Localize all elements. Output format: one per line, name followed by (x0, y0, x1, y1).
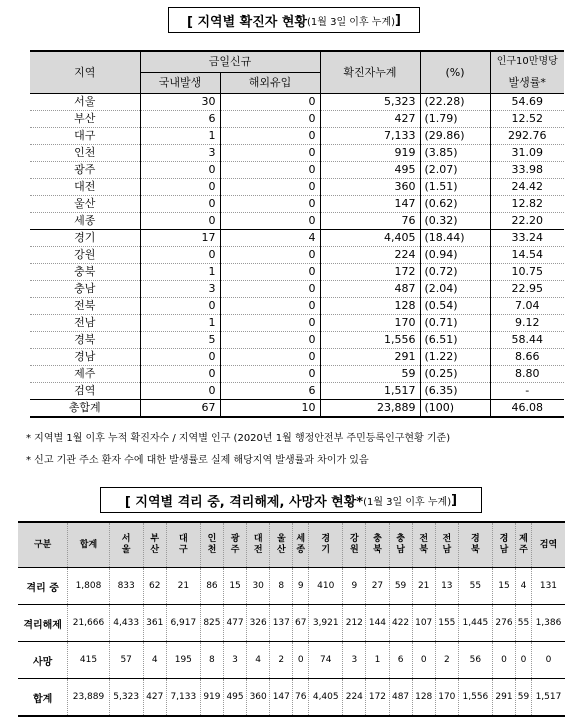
table-cell: 6 (140, 111, 220, 128)
table-cell: - (490, 383, 564, 400)
table-cell: 0 (220, 179, 320, 196)
table-cell: 0 (140, 162, 220, 179)
table-cell: 8.80 (490, 366, 564, 383)
header-label: 광주 (230, 534, 240, 555)
region-cell: 충북 (30, 264, 140, 281)
table-row (30, 247, 564, 264)
header-label: 경남 (499, 534, 509, 555)
table-cell: (1.22) (420, 349, 490, 366)
region-cell: 전북 (30, 298, 140, 315)
table-cell: 919 (320, 145, 420, 162)
table-cell: (0.72) (420, 264, 490, 281)
table-cell: (0.71) (420, 315, 490, 332)
table-cell: 0 (492, 642, 515, 679)
table-cell: 495 (320, 162, 420, 179)
table-cell: 107 (412, 605, 435, 642)
table-cell: 0 (220, 145, 320, 162)
table-cell: 5,323 (109, 679, 143, 717)
column-header (68, 522, 109, 568)
isolation-status-table (18, 521, 565, 717)
region-cell: 인천 (30, 145, 140, 162)
table-cell: 57 (109, 642, 143, 679)
table-row (30, 383, 564, 400)
table-row (30, 179, 564, 196)
region-cell: 대전 (30, 179, 140, 196)
table-cell: 21 (412, 568, 435, 605)
table-cell: (0.32) (420, 213, 490, 230)
header-label: 충북 (373, 534, 382, 555)
column-header (309, 522, 343, 568)
table-row (30, 230, 564, 247)
table-cell: 224 (320, 247, 420, 264)
table-cell: 415 (68, 642, 109, 679)
total-label: 총합계 (30, 400, 140, 418)
row-label: 합계 (18, 679, 68, 717)
table-cell: 76 (320, 213, 420, 230)
table-cell: 172 (320, 264, 420, 281)
region-cell: 세종 (30, 213, 140, 230)
table-cell: 0 (140, 196, 220, 213)
table-cell: 1 (140, 315, 220, 332)
table-cell: 0 (220, 94, 320, 111)
table-cell: 833 (109, 568, 143, 605)
table-cell: 59 (320, 366, 420, 383)
table-cell: 422 (389, 605, 412, 642)
table-cell: 13 (435, 568, 458, 605)
table-cell: (29.86) (420, 128, 490, 145)
table-cell: 0 (220, 349, 320, 366)
table-cell: 55 (458, 568, 492, 605)
table-cell: 0 (140, 179, 220, 196)
table-cell: 15 (223, 568, 246, 605)
column-header (270, 522, 293, 568)
table-cell: 6,917 (166, 605, 200, 642)
total-cell: 23,889 (320, 400, 420, 418)
table-cell: (2.04) (420, 281, 490, 298)
table-row (30, 213, 564, 230)
table-row (30, 196, 564, 213)
table-cell: 33.98 (490, 162, 564, 179)
column-header (531, 522, 565, 568)
table-cell: 128 (412, 679, 435, 717)
table-cell: 495 (223, 679, 246, 717)
column-header (516, 522, 532, 568)
title-sub: (1월 3일 이후 누계) (307, 16, 396, 28)
table-cell: 0 (140, 383, 220, 400)
column-header (293, 522, 309, 568)
table-cell: 410 (309, 568, 343, 605)
table-cell: 23,889 (68, 679, 109, 717)
region-cell: 경남 (30, 349, 140, 366)
section-title-confirmed (168, 7, 420, 33)
confirmed-by-region-table (30, 50, 564, 418)
table-cell: 427 (143, 679, 166, 717)
table-cell: 212 (343, 605, 366, 642)
table-cell: 7.04 (490, 298, 564, 315)
table-cell: 291 (492, 679, 515, 717)
table-cell: 4 (516, 568, 532, 605)
table-row (30, 332, 564, 349)
table-cell: 4,405 (320, 230, 420, 247)
table-cell: 825 (200, 605, 223, 642)
table-cell: 55 (516, 605, 532, 642)
table-cell: 155 (435, 605, 458, 642)
header-label: 충남 (396, 534, 405, 555)
column-header (143, 522, 166, 568)
table-cell: 6 (389, 642, 412, 679)
table-cell: 1,556 (458, 679, 492, 717)
table-cell: (18.44) (420, 230, 490, 247)
header-label: 강원 (349, 534, 359, 555)
table-cell: 3 (223, 642, 246, 679)
table-cell: (0.94) (420, 247, 490, 264)
table-cell: 291 (320, 349, 420, 366)
table-row (30, 298, 564, 315)
table-cell: 4 (220, 230, 320, 247)
table-cell: 0 (220, 332, 320, 349)
table-cell: 1,808 (68, 568, 109, 605)
footnotes (26, 428, 450, 472)
table-cell: 0 (531, 642, 565, 679)
table-row (18, 568, 565, 605)
table-cell: (2.07) (420, 162, 490, 179)
table-cell: 144 (366, 605, 389, 642)
table-cell: 0 (220, 111, 320, 128)
table-cell: 21,666 (68, 605, 109, 642)
header-label: 서울 (121, 534, 131, 555)
table-cell: 30 (140, 94, 220, 111)
total-cell: 67 (140, 400, 220, 418)
table-cell: 59 (389, 568, 412, 605)
table-cell: 0 (140, 247, 220, 264)
total-cell: 10 (220, 400, 320, 418)
table-cell: 0 (412, 642, 435, 679)
table-cell: 6 (220, 383, 320, 400)
column-header (18, 522, 68, 568)
table-cell: 1,445 (458, 605, 492, 642)
table-cell: 5 (140, 332, 220, 349)
column-header (247, 522, 270, 568)
title-main: [ 지역별 격리 중, 격리해제, 사망자 현황* (124, 494, 364, 510)
table-cell: 137 (270, 605, 293, 642)
table-cell: 0 (220, 196, 320, 213)
table-cell: 3 (343, 642, 366, 679)
header-percent: (%) (420, 51, 490, 94)
header-rate-top: 인구10만명당 (490, 51, 564, 73)
header-today: 금일신규 (140, 51, 320, 73)
table-cell: 147 (270, 679, 293, 717)
region-cell: 검역 (30, 383, 140, 400)
table-cell: 360 (247, 679, 270, 717)
table-cell: 9.12 (490, 315, 564, 332)
table-cell: 919 (200, 679, 223, 717)
table-cell: 0 (220, 247, 320, 264)
header-label: 울산 (276, 534, 286, 555)
column-header (343, 522, 366, 568)
table-cell: 326 (247, 605, 270, 642)
header-label: 전북 (419, 534, 429, 555)
table-row (18, 679, 565, 717)
column-header (109, 522, 143, 568)
table-row (30, 145, 564, 162)
table-cell: 2 (270, 642, 293, 679)
title-sub: (1월 3일 이후 누계) (363, 496, 452, 508)
table-cell: 3 (140, 281, 220, 298)
region-cell: 충남 (30, 281, 140, 298)
table-cell: 27 (366, 568, 389, 605)
table-cell: 1,517 (531, 679, 565, 717)
table-cell: 17 (140, 230, 220, 247)
header-label: 제주 (519, 534, 528, 555)
column-header (166, 522, 200, 568)
table-cell: (6.35) (420, 383, 490, 400)
column-header (435, 522, 458, 568)
table-row (30, 281, 564, 298)
total-row (30, 400, 564, 418)
column-header (458, 522, 492, 568)
table-cell: 12.82 (490, 196, 564, 213)
column-header (223, 522, 246, 568)
table-cell: 3,921 (309, 605, 343, 642)
table-row (30, 162, 564, 179)
column-header (412, 522, 435, 568)
table-cell: 0 (140, 349, 220, 366)
table-cell: 1 (366, 642, 389, 679)
title-close: ] (395, 12, 401, 28)
table-cell: 0 (220, 281, 320, 298)
table-cell: 128 (320, 298, 420, 315)
total-cell: (100) (420, 400, 490, 418)
table-cell: 2 (435, 642, 458, 679)
table-cell: (0.25) (420, 366, 490, 383)
table-cell: 0 (220, 213, 320, 230)
table-cell: 131 (531, 568, 565, 605)
section-title-isolation (100, 487, 482, 513)
region-cell: 서울 (30, 94, 140, 111)
table-cell: 0 (140, 213, 220, 230)
table-cell: 170 (435, 679, 458, 717)
table-row (30, 366, 564, 383)
table-cell: 0 (220, 298, 320, 315)
table-row (30, 349, 564, 366)
table-row (30, 111, 564, 128)
table-cell: (0.54) (420, 298, 490, 315)
title-close: ] (451, 492, 458, 508)
table-cell: 22.20 (490, 213, 564, 230)
table-cell: 427 (320, 111, 420, 128)
region-cell: 대구 (30, 128, 140, 145)
table-cell: 62 (143, 568, 166, 605)
header-label: 구분 (33, 539, 52, 550)
table-row (30, 128, 564, 145)
table-cell: 8 (200, 642, 223, 679)
table-cell: 24.42 (490, 179, 564, 196)
table-cell: 59 (516, 679, 532, 717)
table-cell: (0.62) (420, 196, 490, 213)
table-cell: 10.75 (490, 264, 564, 281)
table-cell: 4 (143, 642, 166, 679)
table-cell: 361 (143, 605, 166, 642)
table-cell: 147 (320, 196, 420, 213)
table-cell: 1,517 (320, 383, 420, 400)
table-cell: 33.24 (490, 230, 564, 247)
table-cell: 56 (458, 642, 492, 679)
total-cell: 46.08 (490, 400, 564, 418)
table-cell: 12.52 (490, 111, 564, 128)
table-cell: 1,556 (320, 332, 420, 349)
column-header (366, 522, 389, 568)
table-row (30, 315, 564, 332)
header-label: 세종 (296, 534, 306, 555)
region-cell: 강원 (30, 247, 140, 264)
table-cell: 487 (320, 281, 420, 298)
table-cell: 30 (247, 568, 270, 605)
table-row (18, 605, 565, 642)
region-cell: 전남 (30, 315, 140, 332)
row-label: 격리 중 (18, 568, 68, 605)
table-cell: 14.54 (490, 247, 564, 264)
header-region: 지역 (30, 51, 140, 94)
row-label: 사망 (18, 642, 68, 679)
table-cell: 58.44 (490, 332, 564, 349)
header-label: 합계 (79, 539, 98, 550)
region-cell: 광주 (30, 162, 140, 179)
table-cell: 0 (220, 128, 320, 145)
table-cell: 76 (293, 679, 309, 717)
table-cell: 21 (166, 568, 200, 605)
header-cumulative: 확진자누계 (320, 51, 420, 94)
table-cell: 172 (366, 679, 389, 717)
header-domestic: 국내발생 (140, 73, 220, 94)
table-cell: 5,323 (320, 94, 420, 111)
table-row (30, 264, 564, 281)
column-header (492, 522, 515, 568)
region-cell: 경기 (30, 230, 140, 247)
table-cell: 3 (140, 145, 220, 162)
table-row (30, 94, 564, 111)
table-cell: 9 (343, 568, 366, 605)
table-cell: 487 (389, 679, 412, 717)
header-label: 경북 (471, 534, 480, 555)
table-cell: 1,386 (531, 605, 565, 642)
table-cell: (6.51) (420, 332, 490, 349)
table-cell: 7,133 (166, 679, 200, 717)
table-cell: 4,433 (109, 605, 143, 642)
table-cell: 0 (220, 315, 320, 332)
column-header (389, 522, 412, 568)
table-cell: 74 (309, 642, 343, 679)
footnote: * 신고 기관 주소 환자 수에 대한 발생률로 실제 해당지역 발생률과 차이가 있음 (26, 455, 369, 466)
table-cell: 7,133 (320, 128, 420, 145)
table-cell: 8 (270, 568, 293, 605)
table-cell: 15 (492, 568, 515, 605)
header-label: 인천 (207, 534, 217, 555)
table-cell: 9 (293, 568, 309, 605)
table-cell: 477 (223, 605, 246, 642)
header-label: 검역 (539, 539, 558, 550)
table-cell: (22.28) (420, 94, 490, 111)
header-label: 대구 (178, 534, 188, 555)
row-label: 격리해제 (18, 605, 68, 642)
table-cell: 1 (140, 128, 220, 145)
column-header (200, 522, 223, 568)
table-cell: 0 (220, 366, 320, 383)
table-cell: 8.66 (490, 349, 564, 366)
table-cell: 0 (516, 642, 532, 679)
region-cell: 경북 (30, 332, 140, 349)
table-cell: 22.95 (490, 281, 564, 298)
table-cell: 170 (320, 315, 420, 332)
header-label: 대전 (253, 534, 263, 555)
table-cell: 224 (343, 679, 366, 717)
table-cell: (1.79) (420, 111, 490, 128)
table-cell: 0 (220, 264, 320, 281)
region-cell: 울산 (30, 196, 140, 213)
header-label: 경기 (321, 534, 331, 555)
table-cell: 31.09 (490, 145, 564, 162)
title-main: [ 지역별 확진자 현황 (187, 14, 307, 30)
table-cell: (3.85) (420, 145, 490, 162)
table-cell: 4 (247, 642, 270, 679)
table-cell: 67 (293, 605, 309, 642)
table-cell: 0 (220, 162, 320, 179)
table-cell: 0 (140, 298, 220, 315)
table-cell: 4,405 (309, 679, 343, 717)
table-cell: 195 (166, 642, 200, 679)
table-row (18, 642, 565, 679)
table-cell: 54.69 (490, 94, 564, 111)
table-cell: 1 (140, 264, 220, 281)
table-cell: 0 (293, 642, 309, 679)
header-rate-bottom: 발생률* (490, 73, 564, 94)
header-overseas: 해외유입 (220, 73, 320, 94)
table-cell: 276 (492, 605, 515, 642)
table-cell: 0 (140, 366, 220, 383)
table-cell: 360 (320, 179, 420, 196)
header-label: 부산 (150, 534, 160, 555)
header-label: 전남 (442, 534, 452, 555)
table-cell: (1.51) (420, 179, 490, 196)
footnote: * 지역별 1월 이후 누적 확진자수 / 지역별 인구 (2020년 1월 행정안전부 주민등록인구현황 기준) (26, 433, 451, 444)
region-cell: 부산 (30, 111, 140, 128)
table-cell: 86 (200, 568, 223, 605)
table-cell: 292.76 (490, 128, 564, 145)
region-cell: 제주 (30, 366, 140, 383)
